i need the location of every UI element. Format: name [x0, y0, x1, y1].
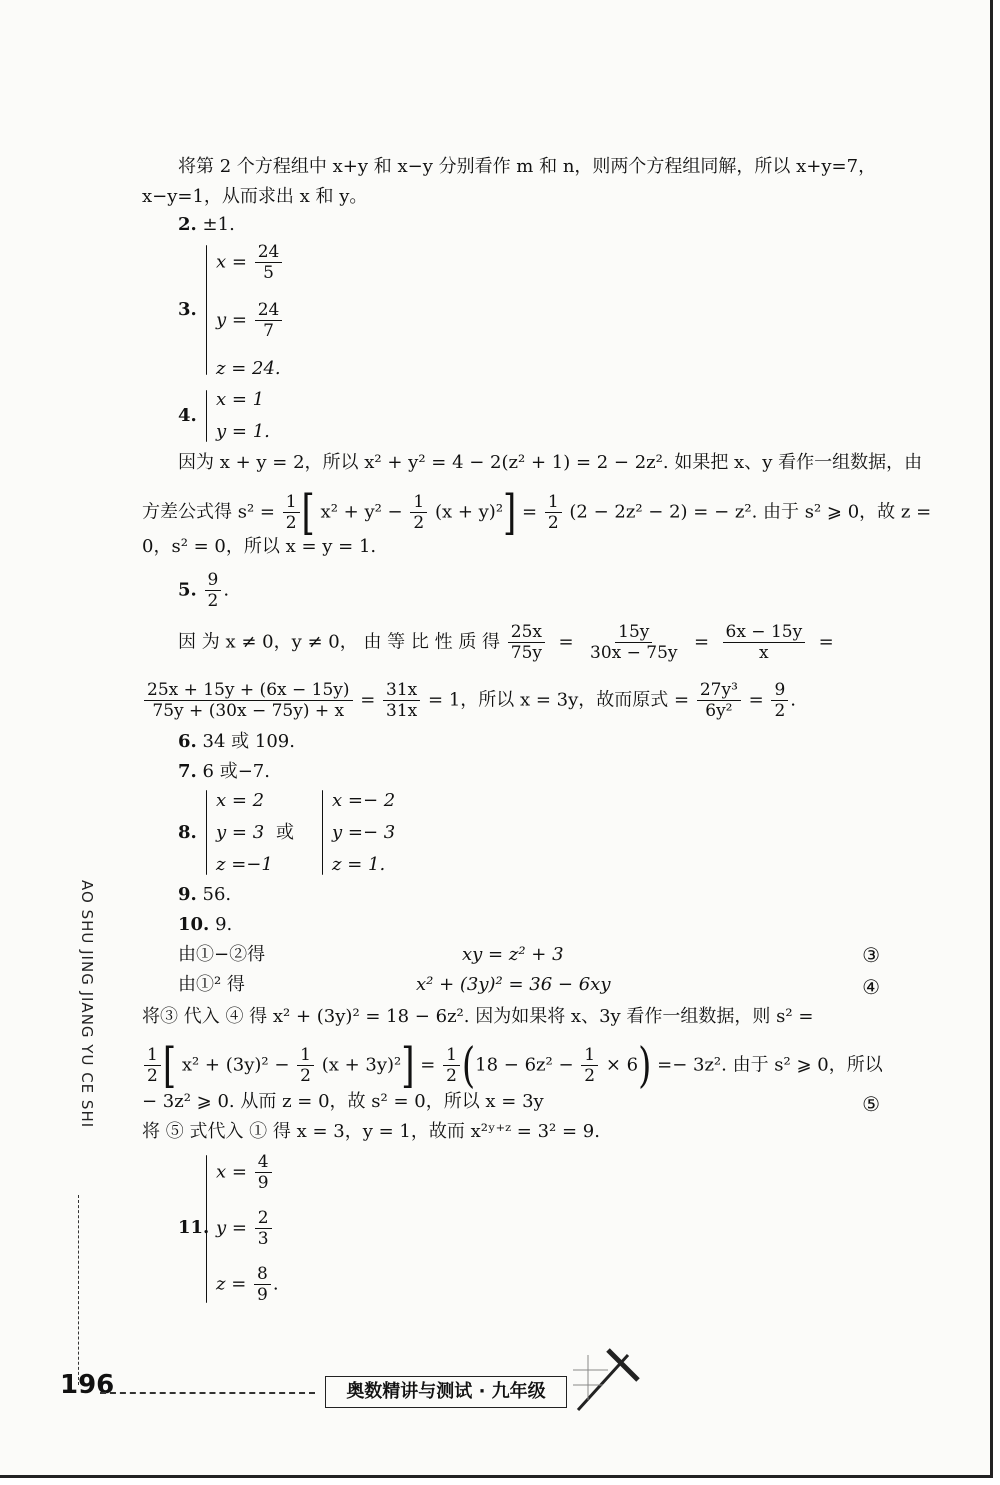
- denominator: x: [759, 643, 769, 663]
- solution-10-line-4: $\frac{1}{2}$ [ x² + (3y)² − $\frac{1}{2}$ (x + 3y)²] = $\frac{1}{2}$ (18 − 6z² − $\frac{1}{2}$ × 6) =− 3z². 由于 s² ⩾ 0，所以: [142, 1045, 883, 1086]
- equation-number: ③: [862, 943, 880, 967]
- solution-5-line-1: 因 为 x ≠ 0，y ≠ 0， 由 等 比 性 质 得 $\frac{25x}{75y}$ = $\frac{15y}{30x - 75y}$ = $\frac{6x - 15y}{x}$ =: [178, 622, 834, 663]
- paren-open: (: [461, 1037, 476, 1094]
- answer-10: [178, 913, 232, 937]
- text: 因 为 x ≠ 0，y ≠ 0， 由 等 比 性 质 得: [178, 631, 501, 653]
- denominator: 2: [584, 1066, 596, 1086]
- text: 18 − 6z² −: [475, 1054, 574, 1076]
- fraction: [697, 680, 741, 721]
- system-brace: [206, 790, 207, 875]
- fraction-half: [283, 492, 300, 533]
- text: × 6: [605, 1054, 639, 1076]
- denominator: 75y + (30x − 75y) + x: [152, 701, 345, 721]
- numerator: 1: [297, 1045, 314, 1066]
- numerator: 31x: [383, 680, 420, 701]
- numerator: 24: [255, 242, 283, 263]
- answer-number: 6.: [178, 731, 197, 752]
- footer-dashed-line: [100, 1392, 315, 1394]
- answer-text: 6 或−7.: [202, 761, 270, 782]
- denominator: 9: [257, 1173, 269, 1193]
- answer-3-z: z = 24.: [216, 358, 281, 379]
- solution-10-step-2-label: 由①² 得: [178, 974, 245, 995]
- answer-3-y: [216, 300, 284, 341]
- answer-number: 10.: [178, 914, 210, 935]
- answer-3-number: 3.: [178, 299, 197, 320]
- denominator: 30x − 75y: [590, 643, 678, 663]
- eq-lhs: z =: [216, 1273, 247, 1295]
- answer-text: 9.: [215, 914, 233, 935]
- numerator: 1: [410, 492, 427, 513]
- answer-8-a-x: x = 2: [216, 790, 265, 811]
- text: 方差公式得 s² =: [142, 501, 275, 523]
- denominator: 75y: [510, 643, 543, 663]
- denominator: 2: [547, 513, 559, 533]
- solution-10-step-1-label: 由①−②得: [178, 944, 266, 965]
- answer-text: ±1.: [202, 214, 235, 235]
- denominator: 2: [774, 701, 786, 721]
- fraction: [723, 622, 806, 663]
- answer-text: 34 或 109.: [202, 731, 295, 752]
- answer-7: [178, 760, 270, 784]
- denominator: 2: [446, 1066, 457, 1086]
- solution-1-line-2: x−y=1，从而求出 x 和 y。: [142, 186, 368, 207]
- text: (2 − 2z² − 2) = − z². 由于 s² ⩾ 0，故 z =: [569, 501, 932, 523]
- numerator: 27y³: [697, 680, 741, 701]
- answer-8-b-x: x =− 2: [332, 790, 396, 811]
- text: = 1，所以 x = 3y，故而原式 =: [428, 689, 690, 711]
- eq-lhs: y =: [216, 1217, 247, 1239]
- fraction-half: [545, 492, 562, 533]
- answer-8-a-z: z =−1: [216, 854, 273, 875]
- denominator: 7: [263, 321, 274, 341]
- fraction: [508, 622, 545, 663]
- numerator: 1: [144, 1045, 161, 1066]
- solution-4-line-3: 0，s² = 0，所以 x = y = 1.: [142, 536, 377, 557]
- denominator: 2: [300, 1066, 311, 1086]
- denominator: 6y²: [705, 701, 733, 721]
- numerator: 1: [581, 1045, 598, 1066]
- denominator: 3: [257, 1229, 269, 1249]
- solution-10-line-5: − 3z² ⩾ 0. 从而 z = 0，故 s² = 0，所以 x = 3y: [142, 1091, 544, 1112]
- answer-number: 9.: [178, 884, 197, 905]
- denominator: 2: [147, 1066, 158, 1086]
- numerator: 2: [255, 1208, 272, 1229]
- fraction: [254, 1264, 271, 1305]
- numerator: 1: [443, 1045, 460, 1066]
- system-brace: [206, 245, 207, 375]
- numerator: 24: [255, 300, 283, 321]
- paren-close: ): [638, 1037, 652, 1094]
- answer-text: 56.: [202, 884, 232, 905]
- answer-8-b-y: y =− 3: [332, 822, 396, 843]
- answer-6: [178, 730, 295, 754]
- answer-number: 2.: [178, 214, 197, 235]
- page-number: 196: [60, 1370, 115, 1400]
- fraction: [255, 300, 283, 341]
- denominator: 2: [413, 513, 425, 533]
- fraction-half: [297, 1045, 314, 1086]
- eq-lhs: x =: [216, 251, 247, 273]
- answer-5: [178, 570, 229, 611]
- answer-8-a-y: y = 3: [216, 822, 265, 843]
- answer-8-number: 8.: [178, 822, 197, 843]
- bracket-close: ]: [503, 484, 517, 541]
- fraction: [255, 1208, 272, 1249]
- equation-number: ④: [862, 975, 880, 999]
- numerator: 1: [283, 492, 300, 513]
- denominator: 2: [285, 513, 297, 533]
- system-brace: [322, 790, 323, 875]
- fraction: [771, 680, 788, 721]
- numerator: 15y: [615, 622, 652, 643]
- denominator: 31x: [386, 701, 418, 721]
- answer-11-z: [216, 1264, 279, 1305]
- answer-number: 5.: [178, 579, 197, 601]
- side-pinyin-title: AO SHU JING JIANG YU CE SHI: [78, 880, 96, 1129]
- bracket-close: ]: [401, 1037, 415, 1094]
- system-brace: [206, 1155, 207, 1303]
- answer-3-x: [216, 242, 284, 283]
- bracket-open: [: [301, 484, 315, 541]
- text: x² + y² −: [320, 501, 403, 523]
- fraction: [587, 622, 681, 663]
- answer-11-x: [216, 1152, 274, 1193]
- eq-lhs: x =: [216, 1161, 247, 1183]
- fraction-half: [410, 492, 427, 533]
- text: =− 3z². 由于 s² ⩾ 0，所以: [657, 1054, 883, 1076]
- numerator: 4: [255, 1152, 272, 1173]
- answer-9: [178, 883, 231, 907]
- answer-4-number: 4.: [178, 405, 197, 426]
- denominator: 5: [263, 263, 274, 283]
- solution-4-line-1: 因为 x + y = 2，所以 x² + y² = 4 − 2(z² + 1) = 2 − 2z². 如果把 x、y 看作一组数据，由: [178, 452, 923, 473]
- numerator: 9: [771, 680, 788, 701]
- answer-4-x: x = 1: [216, 389, 265, 410]
- solution-1-line-1: 将第 2 个方程组中 x+y 和 x−y 分别看作 m 和 n，则两个方程组同解，所以 x+y=7，: [178, 156, 877, 177]
- fraction: [255, 1152, 272, 1193]
- side-dashed-line: [78, 1195, 79, 1385]
- answer-8-b-z: z = 1.: [332, 854, 386, 875]
- solution-10-line-6: 将 ⑤ 式代入 ① 得 x = 3，y = 1，故而 x²ʸ⁺ᶻ = 3² = 9.: [142, 1121, 600, 1142]
- fraction-half: [443, 1045, 460, 1086]
- answer-4-y: y = 1.: [216, 421, 270, 442]
- or-word: 或: [276, 822, 294, 843]
- denominator: 9: [257, 1285, 268, 1305]
- fraction: [144, 680, 353, 721]
- fraction-half: [144, 1045, 161, 1086]
- answer-11-y: [216, 1208, 274, 1249]
- text: x² + (3y)² −: [181, 1054, 290, 1076]
- equation-number: ⑤: [862, 1092, 880, 1116]
- denominator: 2: [207, 591, 219, 611]
- numerator: 6x − 15y: [723, 622, 806, 643]
- system-brace: [206, 390, 207, 442]
- numerator: 25x + 15y + (6x − 15y): [144, 680, 353, 701]
- book-title: 奥数精讲与测试 · 九年级: [325, 1376, 567, 1408]
- eq-lhs: y =: [216, 309, 247, 331]
- answer-2: [178, 213, 235, 237]
- numerator: 1: [545, 492, 562, 513]
- numerator: 9: [205, 570, 222, 591]
- solution-10-step-2-eq: x² + (3y)² = 36 − 6xy: [416, 974, 611, 995]
- bracket-open: [: [162, 1037, 177, 1094]
- text: .: [272, 1273, 279, 1295]
- solution-10-step-1-eq: xy = z² + 3: [462, 944, 564, 965]
- text: .: [223, 579, 230, 601]
- text: (x + y)²: [434, 501, 504, 523]
- text: (x + 3y)²: [321, 1054, 402, 1076]
- solution-10-line-3: 将③ 代入 ④ 得 x² + (3y)² = 18 − 6z². 因为如果将 x、3y 看作一组数据，则 s² =: [142, 1006, 814, 1027]
- solution-5-line-2: $\frac{25x + 15y + (6x - 15y)}{75y + (30x - 75y) + x}$ = $\frac{31x}{31x}$ = 1，所以 x = 3y，故而原式 = $\frac{\text{27y³}}{\text{6y²}}$ = $\frac{9}{2}$ .: [142, 680, 796, 721]
- fraction: [255, 242, 283, 283]
- numerator: 8: [254, 1264, 271, 1285]
- fraction: [383, 680, 420, 721]
- fraction: [205, 570, 222, 611]
- answer-number: 7.: [178, 761, 197, 782]
- solution-4-line-2: 方差公式得 s² = $\frac{1}{2}$ [ x² + y² − $\frac{1}{2}$ (x + y)²] = $\frac{1}{2}$ (2 − 2z² − 2) = − z². 由于 s² ⩾ 0，故 z =: [142, 484, 932, 541]
- ruler-pencil-icon: [568, 1340, 648, 1420]
- numerator: 25x: [508, 622, 545, 643]
- answer-11-number: 11.: [178, 1217, 210, 1238]
- fraction-half: [581, 1045, 598, 1086]
